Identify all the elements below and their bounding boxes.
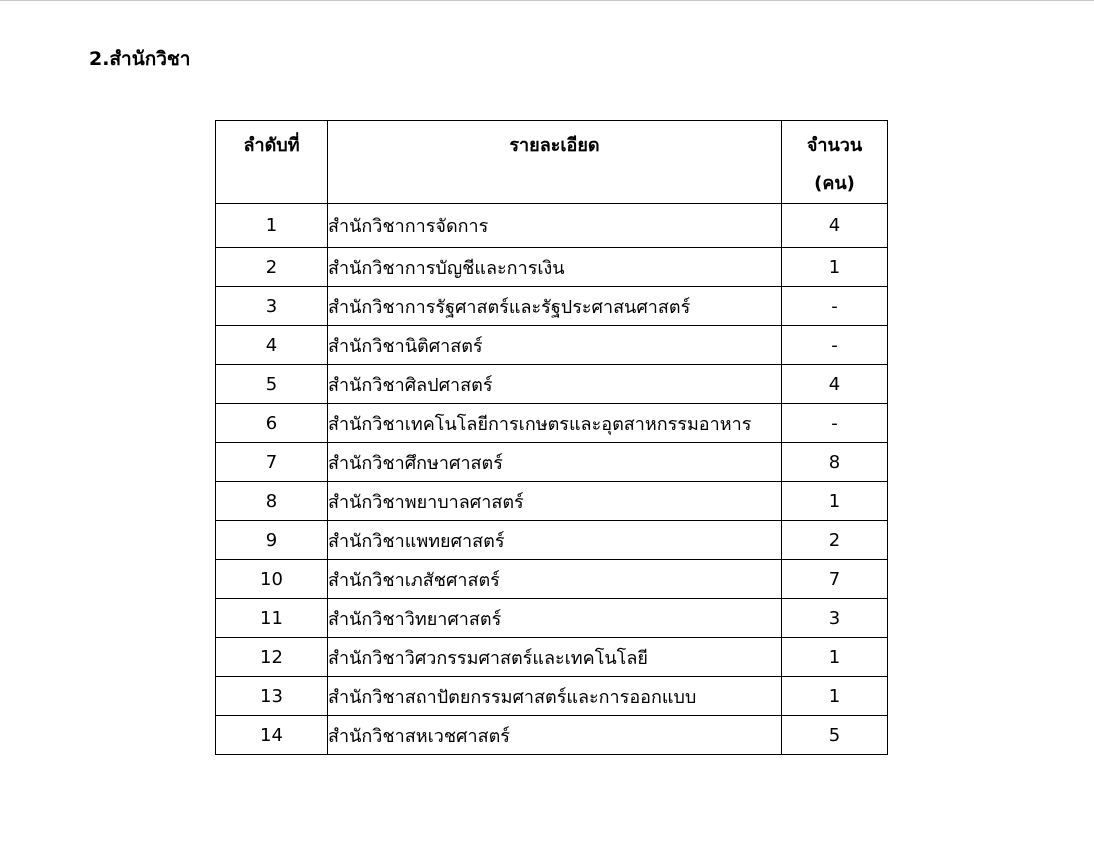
table-row [216,204,888,248]
detail-cell: สำนักวิชาแพทยศาสตร์ [328,521,782,560]
detail-cell: สำนักวิชาเภสัชศาสตร์ [328,560,782,599]
count-cell: 1 [782,638,888,677]
detail-cell: สำนักวิชาสถาปัตยกรรมศาสตร์และการออกแบบ [328,677,782,716]
count-cell: 7 [782,560,888,599]
header-order [216,121,328,204]
count-cell: 1 [782,677,888,716]
page-top-border [0,0,1094,1]
count-cell: - [782,404,888,443]
detail-cell: สำนักวิชาวิทยาศาสตร์ [328,599,782,638]
table-row [216,287,888,326]
detail-cell: สำนักวิชาศึกษาศาสตร์ [328,443,782,482]
header-order-label: ลำดับที่ [243,135,300,156]
count-cell: - [782,287,888,326]
header-count [782,121,888,204]
count-cell: - [782,326,888,365]
table-row [216,560,888,599]
count-cell: 4 [782,365,888,404]
table-row [216,326,888,365]
count-cell: 5 [782,716,888,755]
header-count-label: จำนวน [806,135,863,156]
table-row [216,404,888,443]
table-header-row [216,121,888,204]
table-row [216,521,888,560]
table-row [216,677,888,716]
order-cell: 1 [216,204,328,248]
detail-cell: สำนักวิชาการบัญชีและการเงิน [328,248,782,287]
detail-cell: สำนักวิชาศิลปศาสตร์ [328,365,782,404]
header-detail-label: รายละเอียด [509,135,600,156]
detail-cell: สำนักวิชาสหเวชศาสตร์ [328,716,782,755]
order-cell: 8 [216,482,328,521]
order-cell: 9 [216,521,328,560]
order-cell: 6 [216,404,328,443]
detail-cell: สำนักวิชาการรัฐศาสตร์และรัฐประศาสนศาสตร์ [328,287,782,326]
table-body [216,204,888,755]
order-cell: 13 [216,677,328,716]
count-cell: 8 [782,443,888,482]
table-row [216,638,888,677]
detail-cell: สำนักวิชาพยาบาลศาสตร์ [328,482,782,521]
order-cell: 3 [216,287,328,326]
count-cell: 3 [782,599,888,638]
detail-cell: สำนักวิชาวิศวกรรมศาสตร์และเทคโนโลยี [328,638,782,677]
order-cell: 5 [216,365,328,404]
table-row [216,443,888,482]
order-cell: 7 [216,443,328,482]
staff-count-table [215,120,888,755]
table-row [216,599,888,638]
table-row [216,482,888,521]
order-cell: 10 [216,560,328,599]
count-cell: 1 [782,482,888,521]
count-cell: 4 [782,204,888,248]
header-count-unit: (คน) [814,173,855,194]
order-cell: 4 [216,326,328,365]
table-row [216,365,888,404]
detail-cell: สำนักวิชานิติศาสตร์ [328,326,782,365]
detail-cell: สำนักวิชาเทคโนโลยีการเกษตรและอุตสาหกรรมอาหาร [328,404,782,443]
section-heading: 2.สำนักวิชา [89,48,191,70]
order-cell: 12 [216,638,328,677]
order-cell: 14 [216,716,328,755]
count-cell: 2 [782,521,888,560]
table-row [216,248,888,287]
order-cell: 11 [216,599,328,638]
table-row [216,716,888,755]
header-detail [328,121,782,204]
detail-cell: สำนักวิชาการจัดการ [328,204,782,248]
order-cell: 2 [216,248,328,287]
count-cell: 1 [782,248,888,287]
